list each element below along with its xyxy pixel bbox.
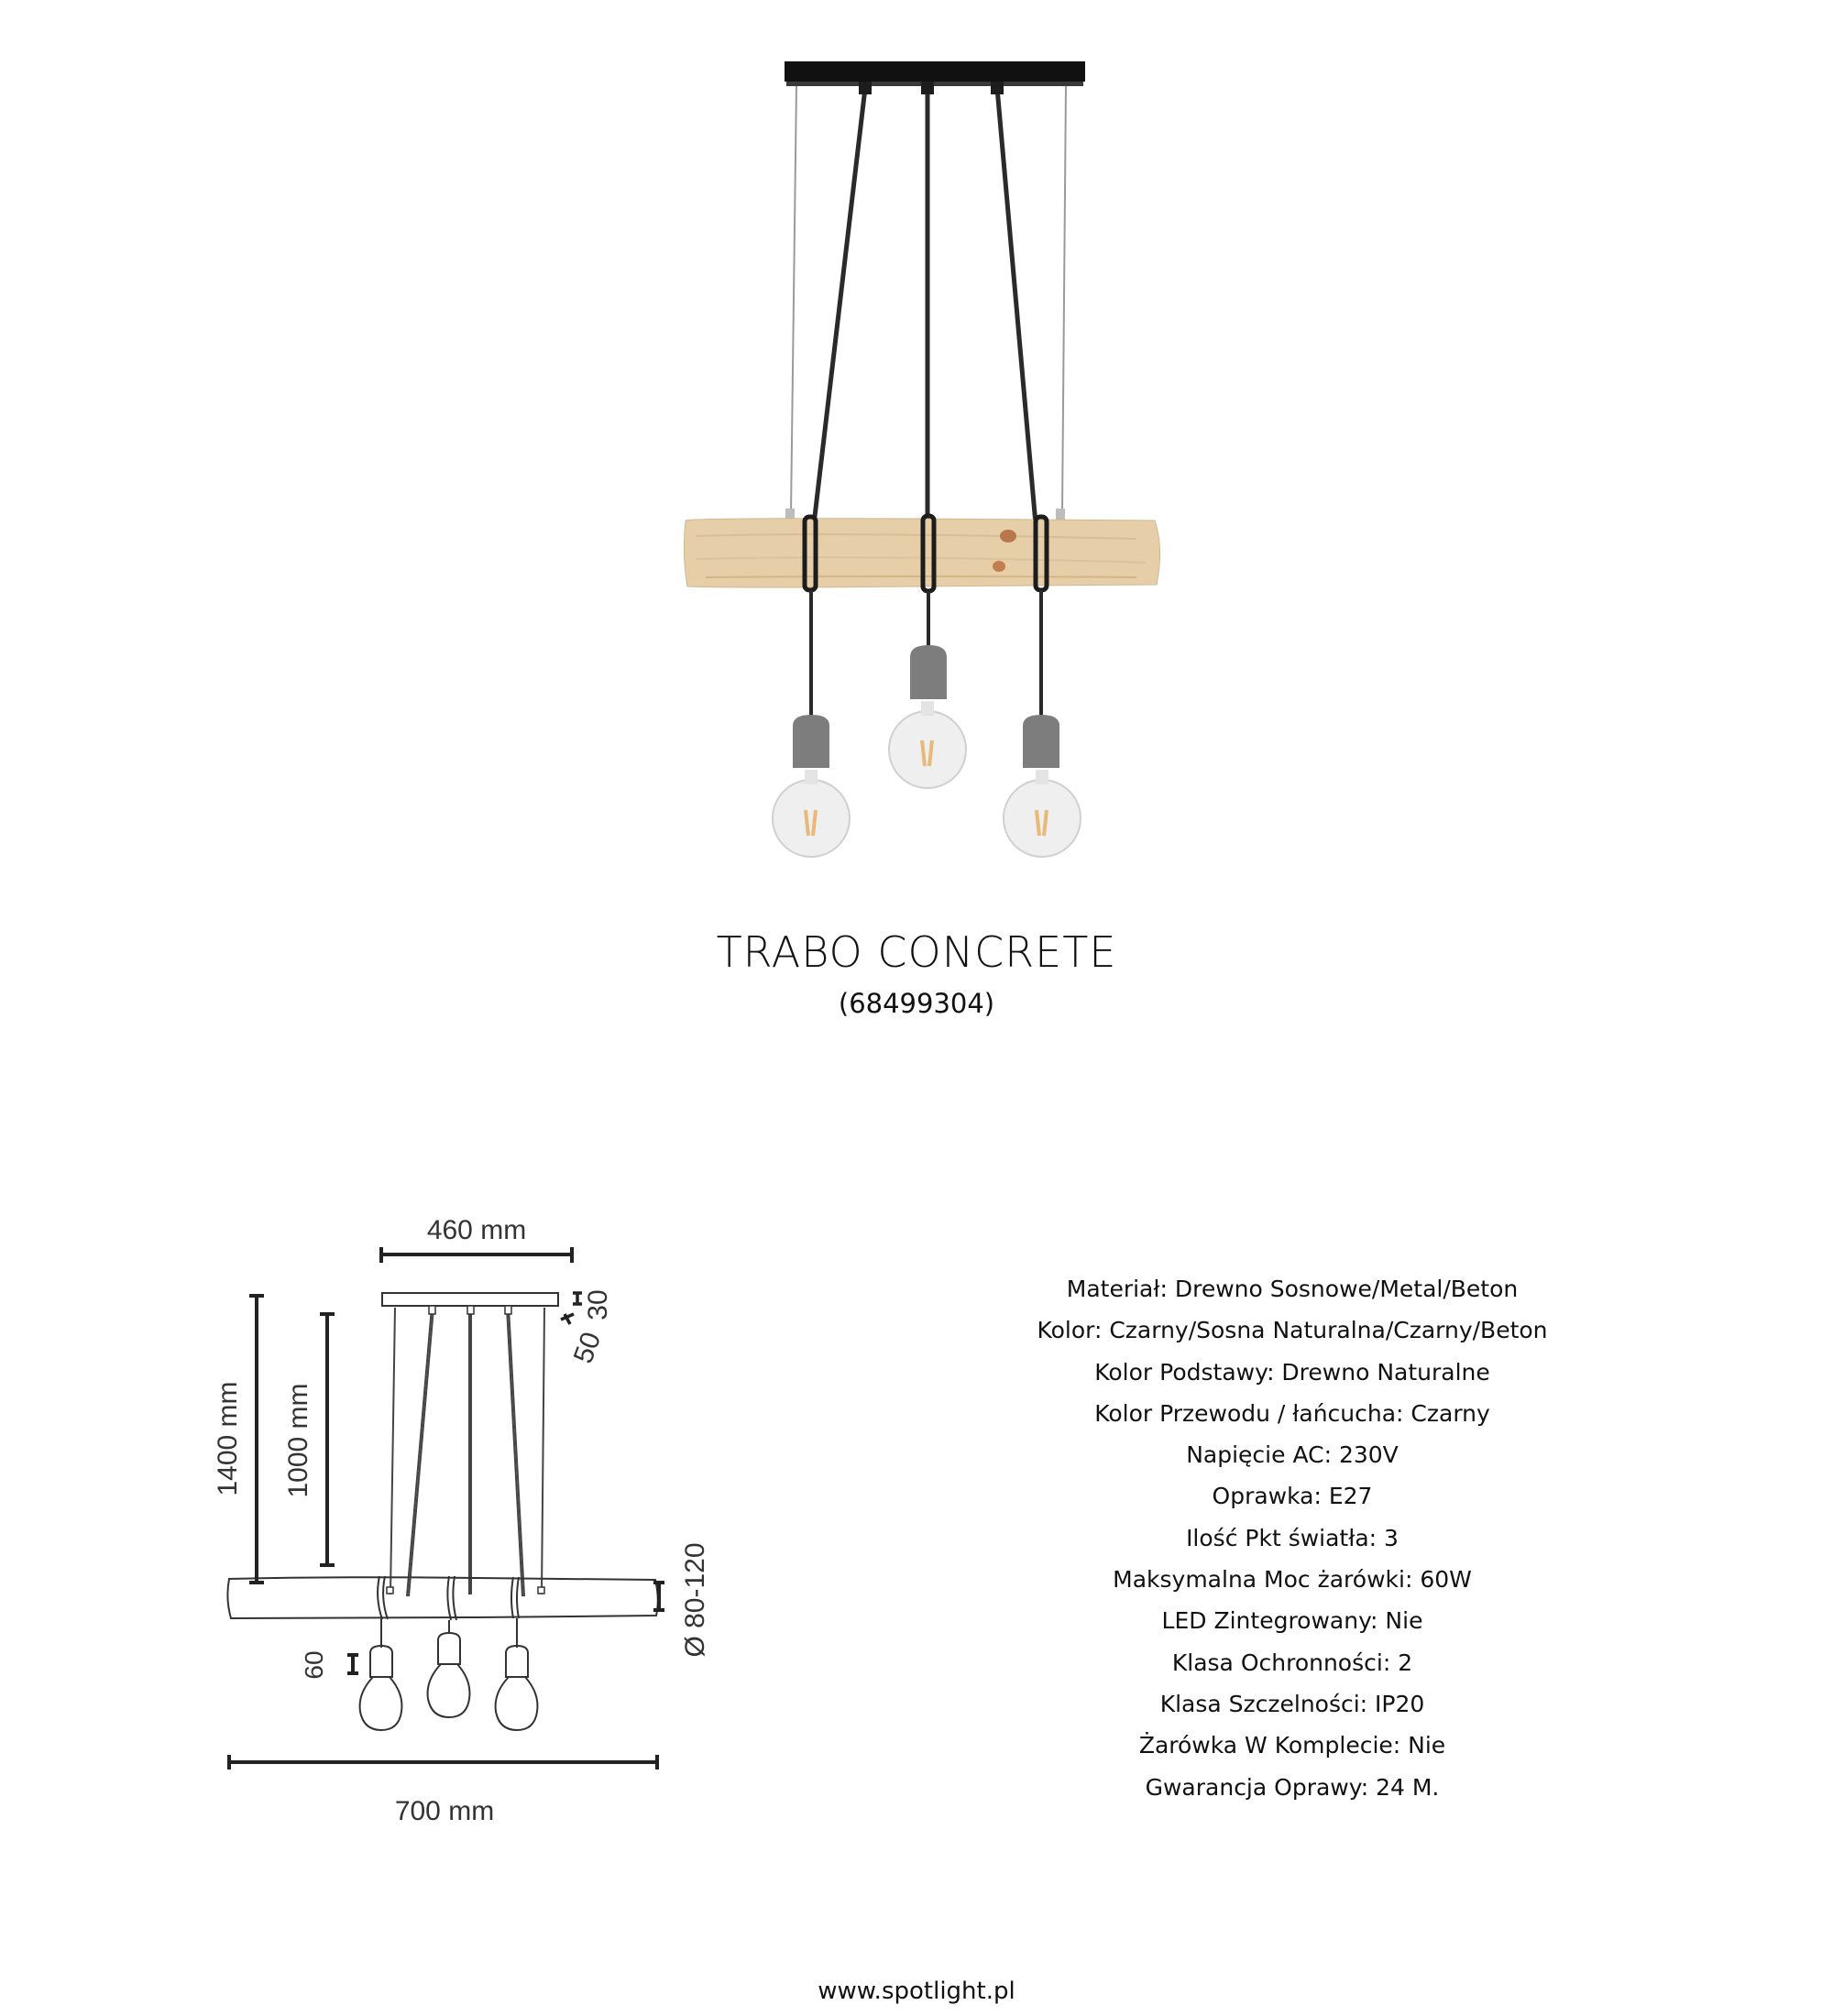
spec-color: Kolor: Czarny/Sosna Naturalna/Czarny/Beton	[1037, 1317, 1548, 1344]
spec-integrated-led: LED Zintegrowany: Nie	[1161, 1607, 1423, 1635]
footer-website-link[interactable]: www.spotlight.pl	[818, 1978, 1015, 2005]
dim-beam-diameter: Ø 80-120	[680, 1542, 710, 1658]
spec-material: Materiał: Drewno Sosnowe/Metal/Beton	[1066, 1276, 1519, 1302]
dim-mark-socket	[347, 1655, 358, 1673]
dim-line-cable-length	[320, 1314, 335, 1565]
dim-socket-height: 60	[300, 1650, 328, 1680]
cable-right-upper	[997, 88, 1036, 524]
wooden-beam	[684, 509, 1159, 591]
spec-max-power: Maksymalna Moc żarówki: 60W	[1113, 1566, 1472, 1594]
spec-base-color: Kolor Podstawy: Drewno Naturalne	[1094, 1358, 1490, 1386]
cable-left-upper	[814, 88, 865, 524]
dim-total-height: 1400 mm	[213, 1381, 243, 1496]
dim-canopy-depth: 50	[567, 1328, 608, 1368]
dim-mark-canopy	[561, 1293, 582, 1324]
suspension-wire-left	[791, 84, 796, 513]
dim-line-total-height	[249, 1296, 264, 1583]
dim-canopy-width: 460 mm	[426, 1215, 527, 1245]
dimension-drawing	[202, 1191, 752, 1851]
spec-list	[916, 1268, 1668, 1808]
spec-light-points: Ilość Pkt światła: 3	[1186, 1524, 1399, 1551]
product-code: (68499304)	[838, 988, 995, 1019]
dim-total-width: 700 mm	[394, 1796, 495, 1826]
pendant-left	[773, 715, 850, 857]
spec-bulb-included: Żarówka W Komplecie: Nie	[1138, 1732, 1446, 1759]
drawing-beam	[227, 1576, 657, 1620]
drawing-cables	[390, 1308, 544, 1596]
drawing-bulbs	[360, 1618, 538, 1730]
dim-line-canopy-width	[381, 1247, 572, 1263]
spec-ip-rating: Klasa Szczelności: IP20	[1159, 1690, 1425, 1717]
wood-knot	[1000, 530, 1016, 542]
product-photo	[0, 0, 1833, 880]
canopy	[785, 61, 1085, 94]
wood-knot	[993, 561, 1005, 572]
spec-socket: Oprawka: E27	[1212, 1483, 1373, 1510]
spec-cable-color: Kolor Przewodu / łańcucha: Czarny	[1094, 1399, 1490, 1427]
product-title: TRABO CONCRETE	[716, 927, 1117, 977]
pendant-center	[889, 645, 966, 788]
suspension-wire-right	[1062, 84, 1066, 513]
drawing-canopy	[382, 1293, 558, 1306]
spec-voltage: Napięcie AC: 230V	[1186, 1441, 1399, 1469]
pendant-right	[1004, 715, 1081, 857]
spec-protection-class: Klasa Ochronności: 2	[1171, 1649, 1413, 1676]
dim-line-total-width	[229, 1755, 657, 1769]
dim-canopy-height: 30	[583, 1289, 613, 1320]
spec-warranty: Gwarancja Oprawy: 24 M.	[1145, 1773, 1440, 1801]
dim-cable-length: 1000 mm	[283, 1383, 313, 1498]
